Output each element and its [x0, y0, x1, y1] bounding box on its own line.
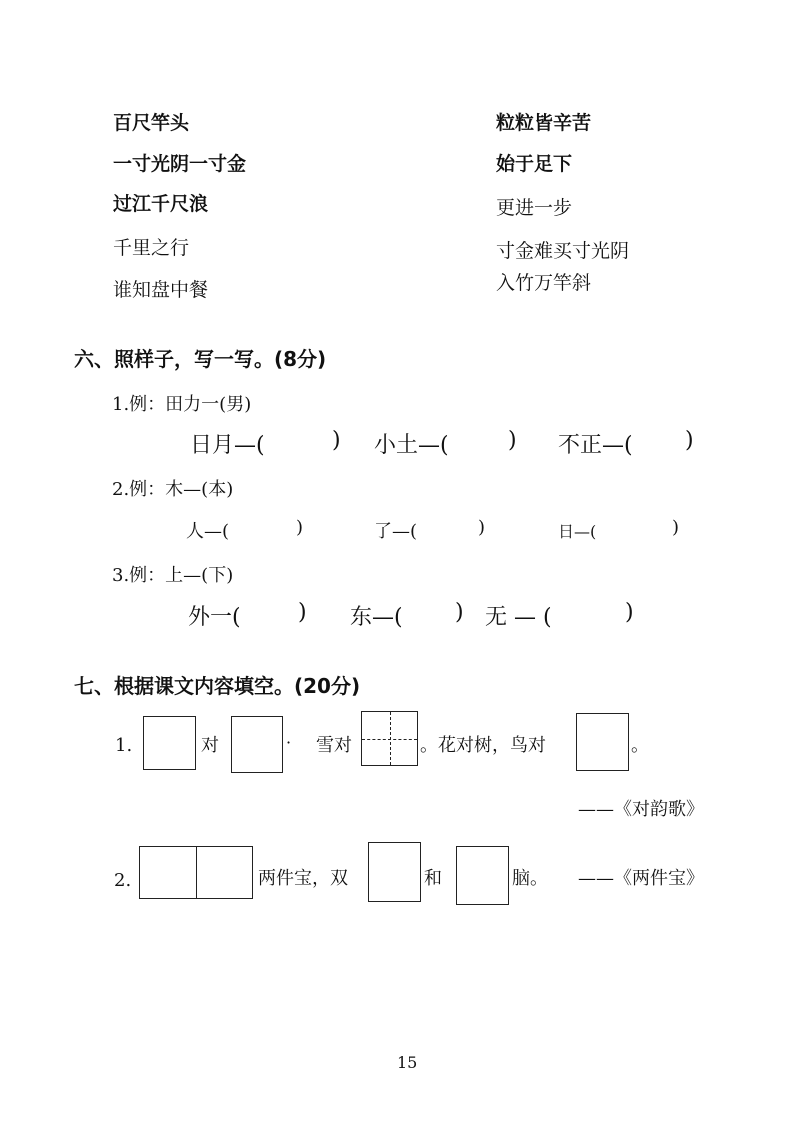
- poem-left-3: 过江千尺浪: [113, 193, 209, 215]
- q3-item-3-close: ): [625, 600, 634, 625]
- q2-item-3: 日—(: [558, 522, 597, 541]
- q2-item-2: 了—(: [374, 521, 418, 542]
- q1-item-1: 日月—(: [190, 433, 265, 458]
- q1-example: 1.例：田力一(男): [112, 394, 252, 415]
- q3-example: 3.例：上—(下): [112, 565, 234, 586]
- q2-item-1: 人—(: [186, 521, 230, 542]
- poem-left-2: 一寸光阴一寸金: [113, 153, 247, 175]
- answer-box[interactable]: [368, 842, 421, 902]
- double-answer-box[interactable]: [139, 846, 253, 899]
- q7-1-dui: 对: [201, 735, 219, 756]
- q7-1-rest: 。花对树，鸟对: [420, 735, 546, 756]
- q1-item-2: 小土—(: [374, 433, 449, 458]
- q1-item-3-close: ): [685, 428, 694, 453]
- q3-item-2: 东—(: [350, 605, 403, 630]
- poem-right-2: 始于足下: [496, 153, 573, 175]
- poem-right-1: 粒粒皆辛苦: [496, 112, 592, 134]
- q3-item-3: 无 — (: [485, 605, 552, 630]
- section-7-title: 七、根据课文内容填空。(20分): [74, 674, 361, 698]
- poem-left-4: 千里之行: [113, 237, 190, 259]
- q2-example: 2.例：木—(本): [112, 479, 234, 500]
- q7-2-source: ——《两件宝》: [578, 868, 704, 889]
- q1-item-1-close: ): [332, 428, 341, 453]
- q2-item-1-close: ): [296, 517, 304, 538]
- tianzige-box[interactable]: [361, 711, 418, 766]
- q3-item-1: 外一(: [188, 605, 241, 630]
- answer-box[interactable]: [576, 713, 629, 771]
- page-number: 15: [397, 1053, 418, 1072]
- poem-right-5: 入竹万竿斜: [496, 272, 592, 294]
- q7-1-xuedui: 雪对: [316, 735, 352, 756]
- answer-box[interactable]: [143, 716, 196, 770]
- answer-box[interactable]: [456, 846, 509, 905]
- poem-right-4: 寸金难买寸光阴: [496, 240, 630, 262]
- q3-item-1-close: ): [298, 600, 307, 625]
- q7-2-he: 和: [424, 868, 442, 889]
- q3-item-2-close: ): [455, 600, 464, 625]
- q1-item-3: 不正—(: [558, 433, 633, 458]
- poem-right-3: 更进一步: [496, 197, 573, 219]
- q7-1-source: ——《对韵歌》: [578, 799, 704, 820]
- q7-2-nao: 脑。: [512, 868, 548, 889]
- q7-2-text1: 两件宝，双: [258, 868, 348, 889]
- box-divider: [196, 847, 197, 898]
- q2-item-2-close: ): [478, 517, 486, 538]
- q1-item-2-close: ): [508, 428, 517, 453]
- grid-guide-horizontal: [362, 739, 417, 740]
- section-6-title: 六、照样子，写一写。(8分): [74, 347, 327, 371]
- q7-1-number: 1.: [115, 735, 133, 756]
- poem-left-5: 谁知盘中餐: [113, 279, 209, 301]
- q2-item-3-close: ): [672, 517, 680, 538]
- answer-box[interactable]: [231, 716, 283, 773]
- q7-2-number: 2.: [114, 870, 132, 891]
- poem-left-1: 百尺竿头: [113, 112, 190, 134]
- q7-1-dot: ·: [286, 733, 292, 752]
- q7-1-end: 。: [631, 735, 649, 756]
